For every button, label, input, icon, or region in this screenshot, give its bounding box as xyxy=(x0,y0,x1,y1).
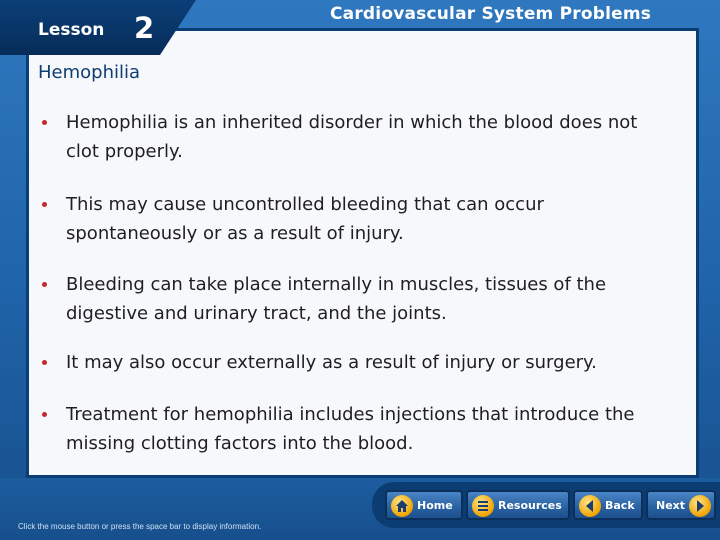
bullet-item: Hemophilia is an inherited disorder in which the blood does not clot properly. xyxy=(40,108,666,166)
bullet-item: It may also occur externally as a result of injury or surgery. xyxy=(40,348,706,377)
home-icon xyxy=(391,495,413,517)
bullet-item: This may cause uncontrolled bleeding that can occur spontaneously or as a result of injury. xyxy=(40,190,606,248)
bullet-item: Treatment for hemophilia includes injections that introduce the missing clotting factors into the blood. xyxy=(40,400,686,458)
next-button-label: Next xyxy=(656,499,686,512)
next-arrow-icon xyxy=(689,495,711,517)
slide-subheading: Hemophilia xyxy=(38,62,141,83)
resources-icon xyxy=(472,495,494,517)
footer-instruction: Click the mouse button or press the space bar to display information. xyxy=(18,522,262,531)
lesson-number: 2 xyxy=(134,11,155,45)
next-button[interactable] xyxy=(646,490,716,520)
back-button-label: Back xyxy=(605,499,635,512)
back-button[interactable] xyxy=(573,490,643,520)
lesson-label: Lesson xyxy=(38,20,105,40)
home-button[interactable] xyxy=(385,490,463,520)
home-button-label: Home xyxy=(417,499,453,512)
back-arrow-icon xyxy=(579,495,601,517)
slide-title: Cardiovascular System Problems xyxy=(330,4,652,24)
resources-button[interactable] xyxy=(466,490,570,520)
resources-button-label: Resources xyxy=(498,499,562,512)
bullet-item: Bleeding can take place internally in muscles, tissues of the digestive and urinary tract, and the joints. xyxy=(40,270,686,328)
